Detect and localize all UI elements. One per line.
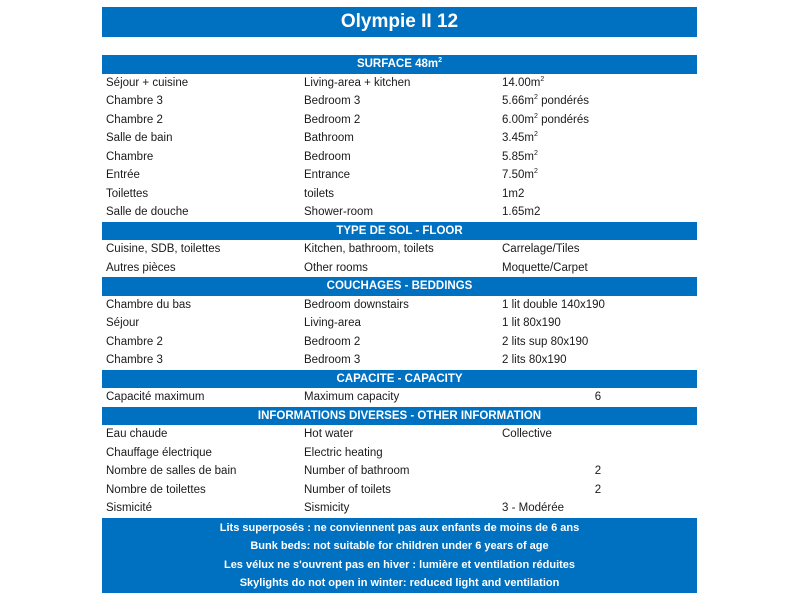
table-row — [102, 259, 697, 278]
table-row — [102, 240, 697, 259]
row-en: Entrance — [304, 169, 351, 181]
table-row — [102, 185, 697, 204]
row-en: Number of toilets — [304, 483, 391, 496]
row-value: Collective — [502, 428, 552, 440]
row-en: Bathroom — [304, 132, 354, 144]
surface-header-text: SURFACE 48m — [356, 58, 439, 70]
value-text: 6.00m — [502, 113, 534, 126]
row-value: 2 — [594, 483, 602, 496]
row-fr: Cuisine, SDB, toilettes — [106, 243, 221, 255]
table-row — [102, 148, 697, 167]
row-en: Bedroom 2 — [304, 335, 361, 348]
note-bunk-beds-en: Bunk beds: not suitable for children under 6 years of age — [250, 540, 549, 552]
row-fr: Nombre de toilettes — [106, 483, 206, 496]
value-text: 7.50m — [502, 169, 534, 181]
table-row — [102, 425, 697, 444]
row-en: Bedroom downstairs — [304, 298, 409, 311]
value-sup: 2 — [533, 149, 538, 157]
row-value: 2 lits sup 80x190 — [502, 335, 589, 348]
row-value: 6 — [594, 391, 602, 403]
row-en: toilets — [304, 187, 335, 200]
row-en: Electric heating — [304, 446, 383, 459]
table-row — [102, 351, 697, 370]
row-en: Other rooms — [304, 261, 368, 274]
row-en: Maximum capacity — [304, 391, 400, 403]
value-sup: 2 — [533, 112, 538, 120]
row-fr: Séjour + cuisine — [106, 76, 189, 89]
row-value: 1 lit 80x190 — [502, 317, 561, 329]
note-bunk-beds-fr: Lits superposés : ne conviennent pas aux enfants de moins de 6 ans — [219, 521, 580, 534]
property-sheet — [102, 7, 697, 593]
value-text: 14.00m — [502, 76, 541, 89]
row-fr: Chambre 2 — [106, 113, 163, 126]
section-header-info: INFORMATIONS DIVERSES - OTHER INFORMATION — [102, 407, 697, 426]
row-en: Living-area + kitchen — [304, 76, 411, 89]
row-fr: Chambre 3 — [106, 354, 163, 366]
row-fr: Toilettes — [106, 187, 149, 200]
table-row — [102, 129, 697, 148]
row-en: Number of bathroom — [304, 465, 410, 477]
row-value: 2 — [594, 465, 602, 477]
surface-header-sup: 2 — [438, 57, 443, 64]
table-row — [102, 203, 697, 222]
row-fr: Chauffage électrique — [106, 446, 212, 459]
row-value: Moquette/Carpet — [502, 261, 588, 274]
row-fr: Salle de douche — [106, 206, 189, 218]
row-fr: Capacité maximum — [106, 391, 205, 403]
table-row — [102, 444, 697, 463]
table-row — [102, 296, 697, 315]
row-fr: Chambre 3 — [106, 95, 163, 107]
table-row — [102, 481, 697, 500]
section-header-capacity: CAPACITE - CAPACITY — [102, 370, 697, 389]
table-row — [102, 333, 697, 352]
table-row — [102, 74, 697, 93]
value-sup: 2 — [533, 94, 538, 101]
note-skylights-fr: Les vélux ne s'ouvrent pas en hiver : lumière et ventilation réduites — [223, 558, 576, 571]
value-sup: 2 — [533, 131, 538, 138]
row-en: Living-area — [304, 317, 361, 329]
row-fr: Sismicité — [106, 502, 153, 514]
row-value: 2 lits 80x190 — [502, 354, 567, 366]
row-value — [502, 129, 538, 148]
notes-banner — [102, 518, 697, 593]
value-text: 5.66m — [502, 95, 534, 107]
row-fr: Séjour — [106, 317, 140, 329]
row-en: Shower-room — [304, 206, 374, 218]
value-text: 3.45m — [502, 132, 534, 144]
row-en: Sismicity — [304, 502, 350, 514]
table-row — [102, 388, 697, 407]
table-row — [102, 166, 697, 185]
row-fr: Nombre de salles de bain — [106, 465, 237, 477]
row-fr: Chambre — [106, 150, 154, 163]
value-suffix: pondérés — [537, 95, 590, 107]
row-en: Bedroom — [304, 150, 351, 163]
value-text: 5.85m — [502, 150, 534, 163]
note-skylights-en: Skylights do not open in winter: reduced light and ventilation — [239, 577, 560, 589]
row-fr: Autres pièces — [106, 261, 176, 274]
table-row — [102, 462, 697, 481]
row-en: Bedroom 2 — [304, 113, 361, 126]
value-sup: 2 — [540, 75, 545, 83]
row-fr: Chambre du bas — [106, 298, 192, 311]
row-en: Hot water — [304, 428, 354, 440]
row-value — [502, 148, 538, 167]
row-fr: Salle de bain — [106, 132, 173, 144]
table-row — [102, 314, 697, 333]
row-value — [502, 92, 589, 111]
row-en: Bedroom 3 — [304, 354, 361, 366]
row-value — [502, 166, 538, 185]
row-value: 1.65m2 — [502, 206, 541, 218]
row-value: Carrelage/Tiles — [502, 243, 580, 255]
value-suffix: pondérés — [537, 113, 590, 126]
row-value — [502, 111, 589, 130]
table-row — [102, 111, 697, 130]
row-fr: Chambre 2 — [106, 335, 163, 348]
row-value: 1m2 — [502, 187, 525, 200]
section-header-floor: TYPE DE SOL - FLOOR — [102, 222, 697, 241]
spacer — [102, 37, 697, 55]
section-header-beddings: COUCHAGES - BEDDINGS — [102, 277, 697, 296]
row-en: Bedroom 3 — [304, 95, 361, 107]
value-sup: 2 — [533, 168, 538, 175]
table-row — [102, 92, 697, 111]
row-fr: Eau chaude — [106, 428, 168, 440]
table-row — [102, 499, 697, 518]
row-value: 1 lit double 140x190 — [502, 298, 605, 311]
section-header-surface — [102, 55, 697, 74]
page-title: Olympie II 12 — [102, 7, 697, 37]
row-value — [502, 74, 544, 93]
row-en: Kitchen, bathroom, toilets — [304, 243, 434, 255]
row-value: 3 - Modérée — [502, 502, 565, 514]
row-fr: Entrée — [106, 169, 140, 181]
